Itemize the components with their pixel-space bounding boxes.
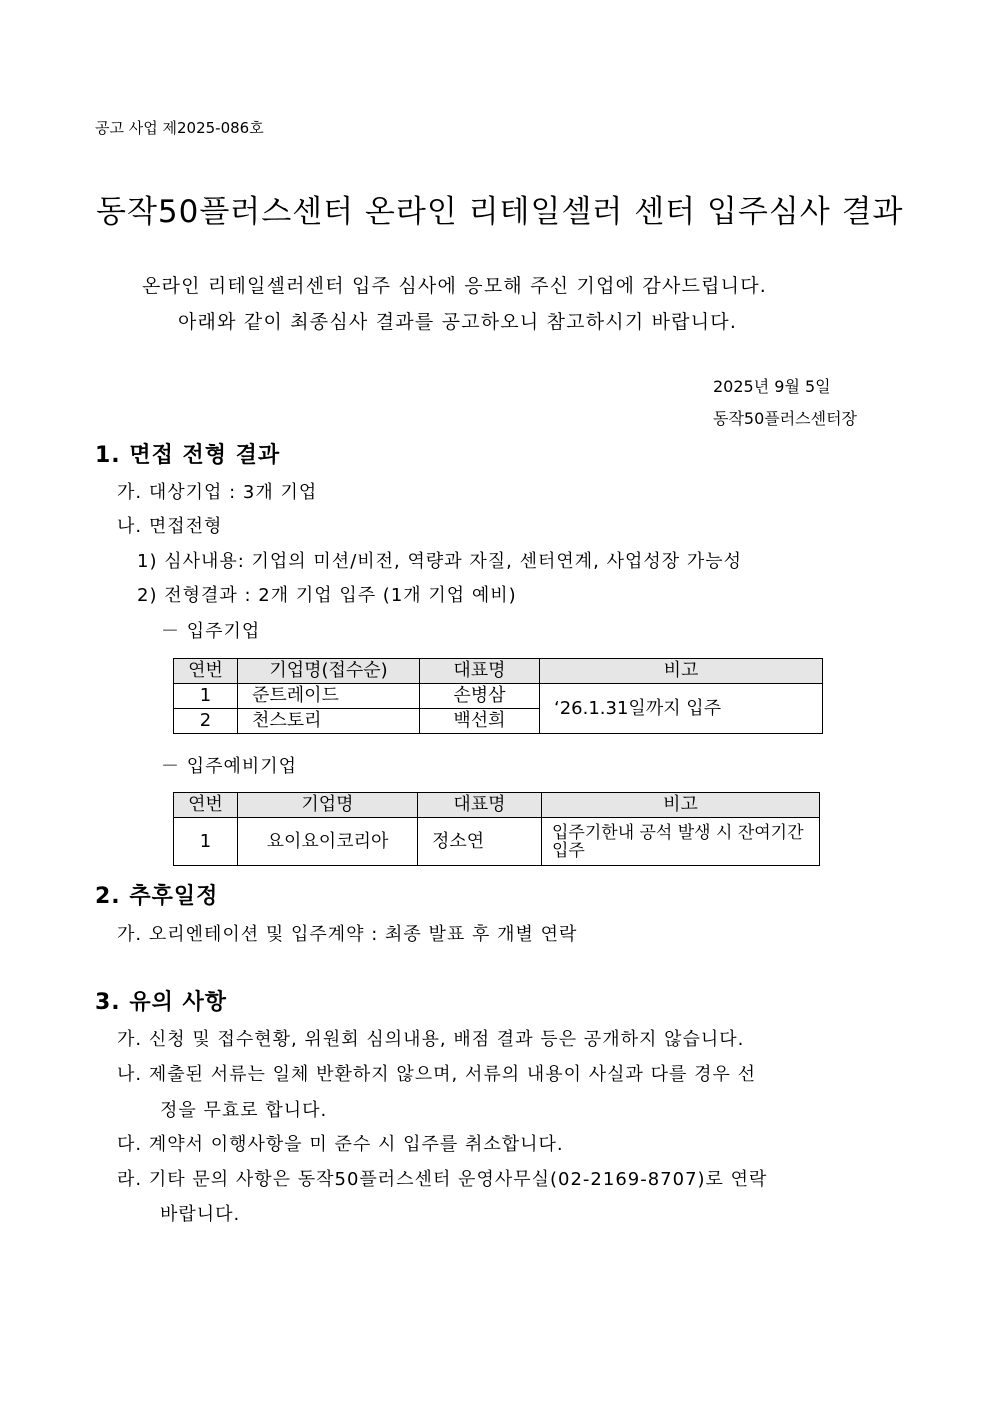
table-header-row	[174, 793, 820, 818]
intro-line-1: 온라인 리테일셀러센터 입주 심사에 응모해 주신 기업에 감사드립니다.	[142, 275, 767, 297]
section-3-item-b-continued: 정을 무효로 합니다.	[160, 1100, 328, 1121]
cell-note: ‘26.1.31일까지 입주	[540, 684, 823, 734]
section-1-item-a: 가. 대상기업 : 3개 기업	[117, 482, 318, 503]
header-rep: 대표명	[418, 793, 542, 818]
selected-companies-table	[173, 658, 823, 734]
reserve-companies-table	[173, 792, 820, 866]
header-no: 연번	[174, 659, 238, 684]
cell-no: 2	[174, 709, 238, 734]
section-2-heading: 2. 추후일정	[95, 884, 219, 909]
cell-no: 1	[174, 684, 238, 709]
cell-company: 천스토리	[238, 709, 420, 734]
cell-company: 요이요이코리아	[238, 818, 418, 866]
document-title: 동작50플러스센터 온라인 리테일셀러 센터 입주심사 결과	[96, 194, 904, 230]
table-row	[174, 684, 823, 709]
table-row	[174, 818, 820, 866]
header-note: 비고	[540, 659, 823, 684]
header-company: 기업명(접수순)	[238, 659, 420, 684]
cell-note: 입주기한내 공석 발생 시 잔여기간 입주	[542, 818, 820, 866]
header-note: 비고	[542, 793, 820, 818]
cell-company: 준트레이드	[238, 684, 420, 709]
selected-companies-label: － 입주기업	[161, 621, 261, 642]
header-no: 연번	[174, 793, 238, 818]
cell-rep: 손병삼	[420, 684, 540, 709]
table-header-row	[174, 659, 823, 684]
section-3-item-c: 다. 계약서 이행사항을 미 준수 시 입주를 취소합니다.	[117, 1134, 564, 1155]
section-3-item-a: 가. 신청 및 접수현황, 위원회 심의내용, 배점 결과 등은 공개하지 않습니다.	[117, 1029, 745, 1050]
section-1-item-b: 나. 면접전형	[117, 516, 223, 537]
header-company: 기업명	[238, 793, 418, 818]
section-3-item-b: 나. 제출된 서류는 일체 반환하지 않으며, 서류의 내용이 사실과 다를 경우 선	[117, 1064, 757, 1085]
section-2-item-a: 가. 오리엔테이션 및 입주계약 : 최종 발표 후 개별 연락	[117, 924, 578, 945]
notice-number: 공고 사업 제2025-086호	[95, 119, 264, 137]
intro-line-2: 아래와 같이 최종심사 결과를 공고하오니 참고하시기 바랍니다.	[178, 311, 738, 333]
section-3-heading: 3. 유의 사항	[95, 990, 227, 1015]
cell-no: 1	[174, 818, 238, 866]
cell-rep: 백선희	[420, 709, 540, 734]
section-1-item-b2: 2) 전형결과 : 2개 기업 입주 (1개 기업 예비)	[137, 585, 517, 606]
header-rep: 대표명	[420, 659, 540, 684]
section-1-item-b1: 1) 심사내용: 기업의 미션/비전, 역량과 자질, 센터연계, 사업성장 가능성	[137, 551, 743, 572]
signer: 동작50플러스센터장	[713, 409, 858, 428]
section-1-heading: 1. 면접 전형 결과	[95, 443, 281, 468]
section-3-item-d: 라. 기타 문의 사항은 동작50플러스센터 운영사무실(02-2169-8707)로 연락	[117, 1169, 768, 1190]
section-3-item-d-continued: 바랍니다.	[160, 1204, 241, 1225]
reserve-companies-label: － 입주예비기업	[161, 756, 298, 777]
announcement-date: 2025년 9월 5일	[713, 377, 831, 396]
cell-rep: 정소연	[418, 818, 542, 866]
